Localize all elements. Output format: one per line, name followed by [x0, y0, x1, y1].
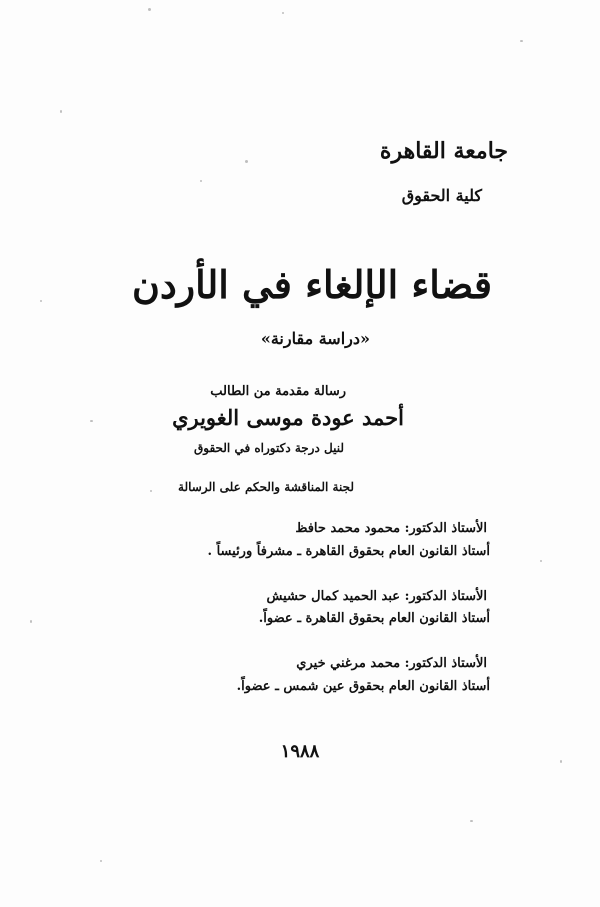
scan-speck [90, 420, 93, 422]
scan-speck [282, 12, 284, 14]
scan-speck [148, 8, 151, 11]
thesis-subtitle: «دراسة مقارنة» [260, 329, 370, 348]
scan-speck [200, 180, 202, 182]
thesis-year: ١٩٨٨ [280, 741, 320, 762]
faculty-name: كلية الحقوق [401, 186, 482, 205]
scan-speck [245, 160, 248, 163]
committee-member-role: أستاذ القانون العام بحقوق القاهرة ـ عضواً. [258, 611, 490, 626]
presented-by-label: رسالة مقدمة من الطالب [210, 384, 346, 399]
scan-speck [30, 620, 32, 623]
scan-speck [100, 860, 102, 862]
student-name: أحمد عودة موسى الغويري [172, 405, 404, 430]
thesis-title: قضاء الإلغاء في الأردن [131, 262, 492, 307]
university-name: جامعة القاهرة [379, 138, 508, 164]
scan-speck [40, 300, 42, 302]
scan-speck [60, 110, 62, 113]
committee-member-name: الأستاذ الدكتور: محمود محمد حافظ [295, 521, 487, 536]
committee-member-name: الأستاذ الدكتور: عبد الحميد كمال حشيش [266, 589, 487, 604]
committee-member-role: أستاذ القانون العام بحقوق القاهرة ـ مشرفاً ورئيساً . [207, 544, 490, 559]
committee-member-role: أستاذ القانون العام بحقوق عين شمس ـ عضواً. [236, 679, 490, 694]
scan-speck [150, 490, 152, 492]
scan-speck [520, 40, 523, 42]
committee-heading: لجنة المناقشة والحكم على الرسالة [178, 480, 354, 494]
degree-purpose: لنيل درجة دكتوراه في الحقوق [193, 441, 344, 455]
committee-member-name: الأستاذ الدكتور: محمد مرغني خيري [296, 656, 487, 671]
scan-speck [540, 560, 542, 562]
scan-speck [470, 820, 473, 822]
